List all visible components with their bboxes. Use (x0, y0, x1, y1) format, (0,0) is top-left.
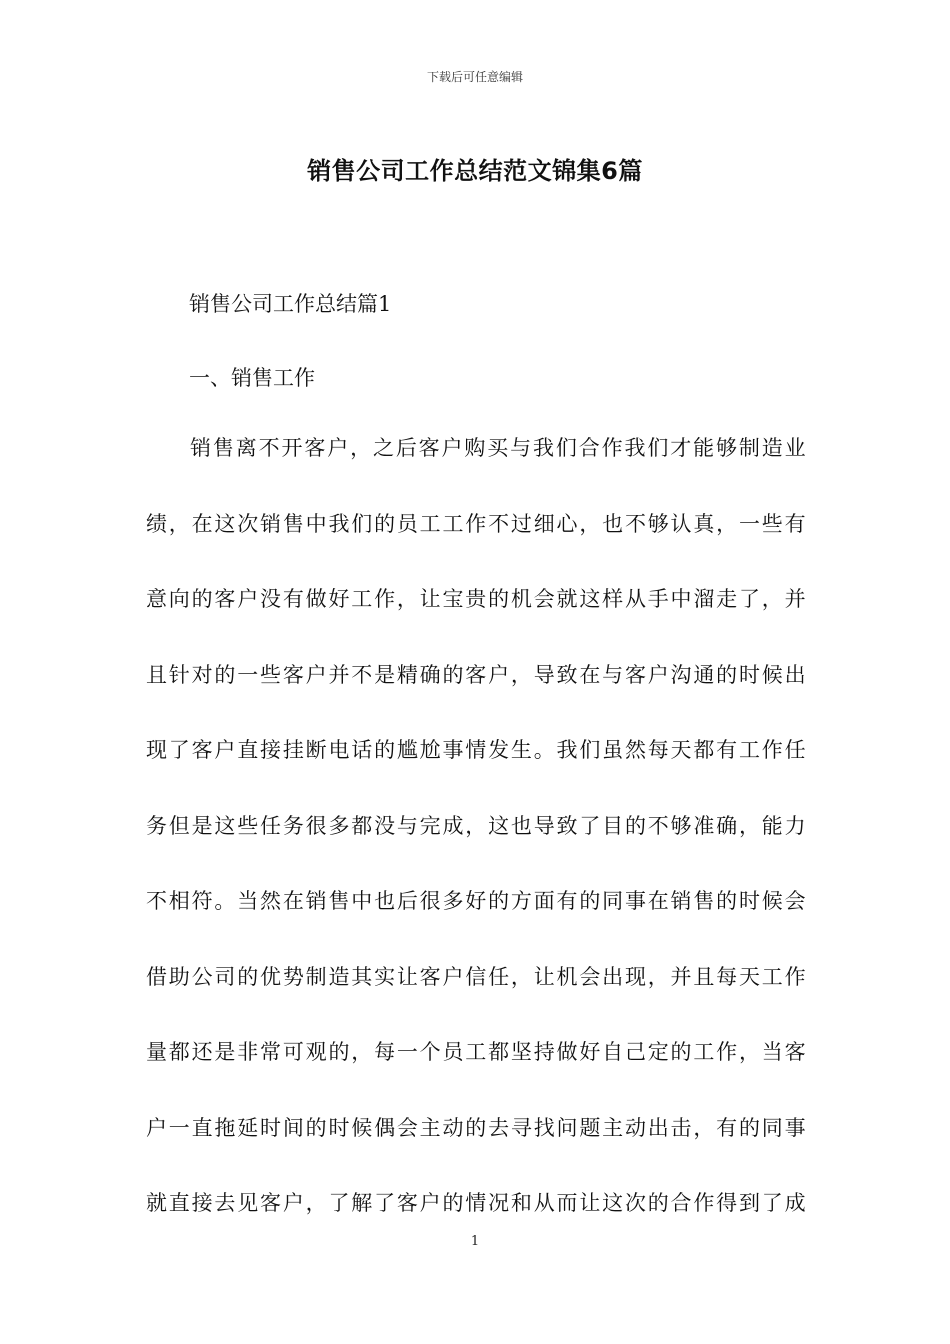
paragraph-line: 意向的客户没有做好工作，让宝贵的机会就这样从手中溜走了，并 (146, 587, 806, 611)
paragraph-line: 户一直拖延时间的时候偶会主动的去寻找问题主动出击，有的同事 (146, 1115, 806, 1140)
paragraph-line: 量都还是非常可观的，每一个员工都坚持做好自己定的工作，当客 (146, 1040, 806, 1064)
paragraph (146, 432, 806, 1263)
paragraph-line: 绩，在这次销售中我们的员工工作不过细心，也不够认真，一些有 (146, 511, 806, 536)
paragraph-line: 借助公司的优势制造其实让客户信任，让机会出现，并且每天工作 (146, 964, 806, 989)
paragraph-line: 务但是这些任务很多都没与完成，这也导致了目的不够准确，能力 (146, 813, 806, 838)
paragraph-line: 现了客户直接挂断电话的尴尬事情发生。我们虽然每天都有工作任 (146, 738, 806, 762)
paragraph-line: 不相符。当然在销售中也后很多好的方面有的同事在销售的时候会 (146, 889, 806, 913)
page-number: 1 (470, 1234, 480, 1249)
document-title: 销售公司工作总结范文锦集6篇 (307, 157, 643, 185)
paragraph-line: 就直接去见客户，了解了客户的情况和从而让这次的合作得到了成 (146, 1191, 806, 1215)
paragraph-line: 销售离不开客户，之后客户购买与我们合作我们才能够制造业 (190, 436, 806, 460)
paragraph-line: 且针对的一些客户并不是精确的客户，导致在与客户沟通的时候出 (146, 662, 806, 687)
header-note: 下载后可任意编辑 (426, 70, 523, 84)
section-heading: 销售公司工作总结篇1 (189, 292, 392, 316)
subheading: 一、销售工作 (189, 366, 315, 390)
